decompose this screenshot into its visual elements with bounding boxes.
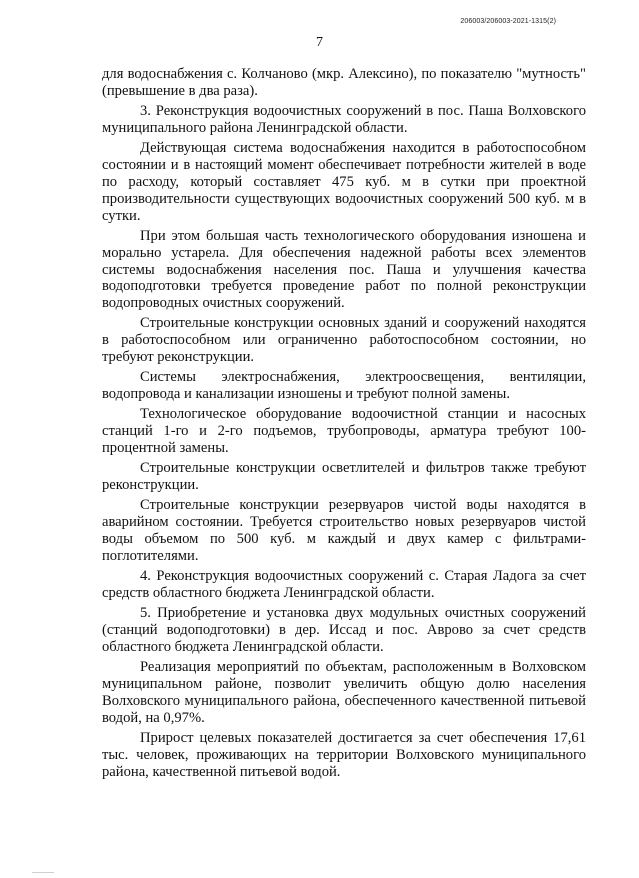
document-body [102,66,586,784]
paragraph: Действующая система водоснабжения находится в работоспособном состоянии и в настоящий момент обеспечивает потребности жителей в воде по расходу, который составляет 475 куб. м в сутки при проектной производительности существующих водоочистных сооружений 500 куб. м в сутки. [102,140,586,224]
page-number: 7 [316,35,323,50]
paragraph: для водоснабжения с. Колчаново (мкр. Алексино), по показателю "мутность" (превышение в два раза). [102,66,586,99]
paragraph: Строительные конструкции резервуаров чистой воды находятся в аварийном состоянии. Требуется строительство новых резервуаров чистой воды объемом по 500 куб. м каждый и двух камер с фильтрами-поглотителями. [102,497,586,564]
paragraph: Строительные конструкции основных зданий и сооружений находятся в работоспособном или ограниченно работоспособном состоянии, но требуют реконструкции. [102,315,586,366]
document-id: 206003/206003-2021-1315(2) [460,18,556,25]
paragraph: 5. Приобретение и установка двух модульных очистных сооружений (станций водоподготовки) в дер. Иссад и пос. Аврово за счет средств областного бюджета Ленинградской области. [102,605,586,655]
paragraph: При этом большая часть технологического оборудования изношена и морально устарела. Для обеспечения надежной работы всех элементов системы водоснабжения населения пос. Паша и улучшения качества водоподготовки требуется проведение работ по полной реконструкции водопроводных очистных сооружений. [102,227,586,312]
paragraph: 3. Реконструкция водоочистных сооружений в пос. Паша Волховского муниципального района Ленинградской области. [102,103,586,136]
paragraph: Системы электроснабжения, электроосвещения, вентиляции, водопровода и канализации изношены и требуют полной замены. [102,369,586,403]
paragraph: Технологическое оборудование водоочистной станции и насосных станций 1-го и 2-го подъемов, трубопроводы, арматура требуют 100-процентной замены. [102,406,586,457]
paragraph: Прирост целевых показателей достигается за счет обеспечения 17,61 тыс. человек, проживающих на территории Волховского муниципального района, качественной питьевой водой. [102,729,586,780]
paragraph: Реализация мероприятий по объектам, расположенным в Волховском муниципальном районе, позволит увеличить общую долю населения Волховского муниципального района, обеспеченного качественной питьевой водой, на 0,97%. [102,658,586,726]
scan-margin-mark [32,872,54,873]
paragraph: Строительные конструкции осветлителей и фильтров также требуют реконструкции. [102,460,586,494]
paragraph: 4. Реконструкция водоочистных сооружений с. Старая Ладога за счет средств областного бюджета Ленинградской области. [102,568,586,601]
